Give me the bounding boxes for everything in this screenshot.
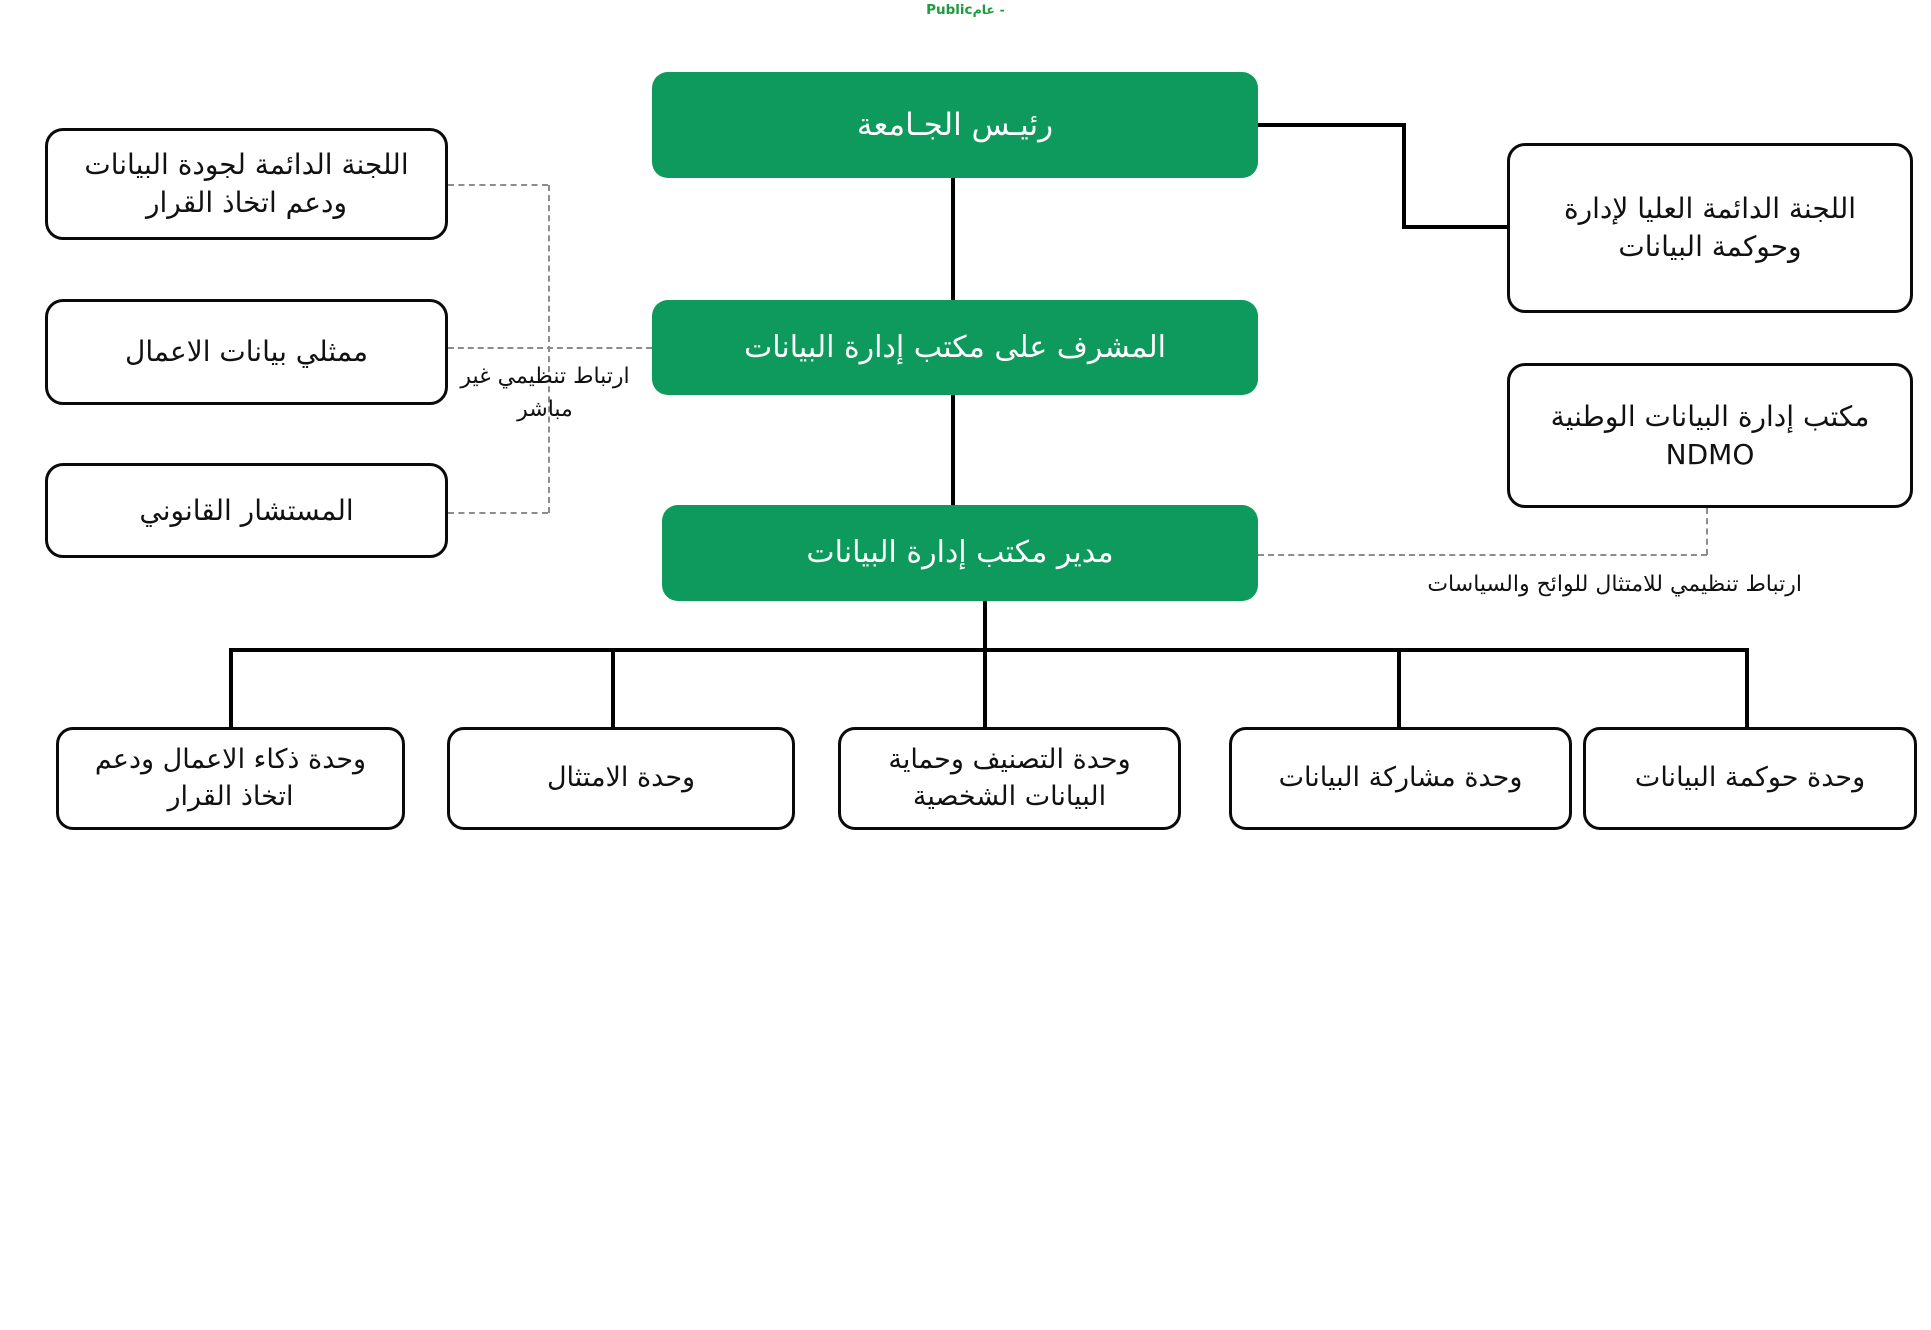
node-ndmo: [1507, 363, 1913, 508]
node-supreme-data-committee: [1507, 143, 1913, 313]
node-ndmo-label-ar: مكتب إدارة البيانات الوطنية: [1550, 399, 1870, 433]
dashed-director-ndmo-h: [1258, 554, 1707, 556]
node-dmo-supervisor: [652, 300, 1258, 395]
node-business-data-representatives: [45, 299, 448, 405]
node-university-president: [652, 72, 1258, 178]
dashed-stub-business-reps: [448, 347, 652, 349]
node-unit-data-governance: [1583, 727, 1917, 830]
node-data-quality-committee: [45, 128, 448, 240]
connector-supervisor-director: [951, 395, 955, 505]
edge-label-indirect-link: ارتباط تنظيمي غير مباشر: [460, 364, 630, 422]
connector-president-committee-h2: [1402, 225, 1507, 229]
connector-drop-unit2: [611, 648, 615, 727]
node-unit-data-sharing-label: وحدة مشاركة البيانات: [1278, 762, 1523, 794]
connector-drop-unit5: [1745, 648, 1749, 727]
connector-president-committee-v: [1402, 123, 1406, 228]
classification-label: [0, 2, 1931, 18]
node-unit-data-governance-label: وحدة حوكمة البيانات: [1634, 762, 1866, 794]
node-university-president-label: رئيـس الجـامعة: [856, 106, 1054, 143]
node-unit-bi-decision-support: [56, 727, 405, 830]
node-ndmo-label-en: NDMO: [1665, 437, 1755, 471]
node-unit-bi-decision-support-label: وحدة ذكاء الاعمال ودعم اتخاذ القرار: [94, 744, 367, 812]
connector-drop-unit1: [229, 648, 233, 727]
connector-director-bar: [983, 601, 987, 727]
dashed-director-ndmo-v: [1706, 508, 1708, 555]
connector-president-committee-h1: [1258, 123, 1406, 127]
connector-distribution-bar: [229, 648, 1749, 652]
classification-ar: عام: [972, 2, 995, 17]
node-dmo-supervisor-label: المشرف على مكتب إدارة البيانات: [743, 329, 1167, 365]
node-unit-compliance-label: وحدة الامتثال: [546, 762, 696, 794]
dashed-left-collector: [548, 185, 550, 513]
dashed-stub-committee-quality: [448, 184, 548, 186]
node-data-quality-committee-label: اللجنة الدائمة لجودة البيانات ودعم اتخاذ القرار: [84, 148, 409, 219]
node-dmo-director-label: مدير مكتب إدارة البيانات: [806, 535, 1114, 571]
connector-drop-unit4: [1397, 648, 1401, 727]
node-supreme-data-committee-label: اللجنة الدائمة العليا لإدارة وحوكمة البيانات: [1563, 192, 1857, 263]
node-legal-advisor: [45, 463, 448, 558]
node-business-data-representatives-label: ممثلي بيانات الاعمال: [124, 335, 369, 369]
node-unit-compliance: [447, 727, 795, 830]
connector-president-supervisor: [951, 178, 955, 300]
dashed-stub-legal-advisor: [448, 512, 548, 514]
classification-sep: -: [999, 2, 1005, 17]
node-unit-classification-privacy-label: وحدة التصنيف وحماية البيانات الشخصية: [888, 744, 1131, 812]
node-legal-advisor-label: المستشار القانوني: [139, 493, 354, 527]
classification-en: Public: [926, 2, 973, 18]
node-unit-classification-privacy: [838, 727, 1181, 830]
node-dmo-director: [662, 505, 1258, 601]
edge-label-compliance-link: ارتباط تنظيمي للامتثال للوائح والسياسات: [1427, 572, 1802, 597]
node-unit-data-sharing: [1229, 727, 1572, 830]
